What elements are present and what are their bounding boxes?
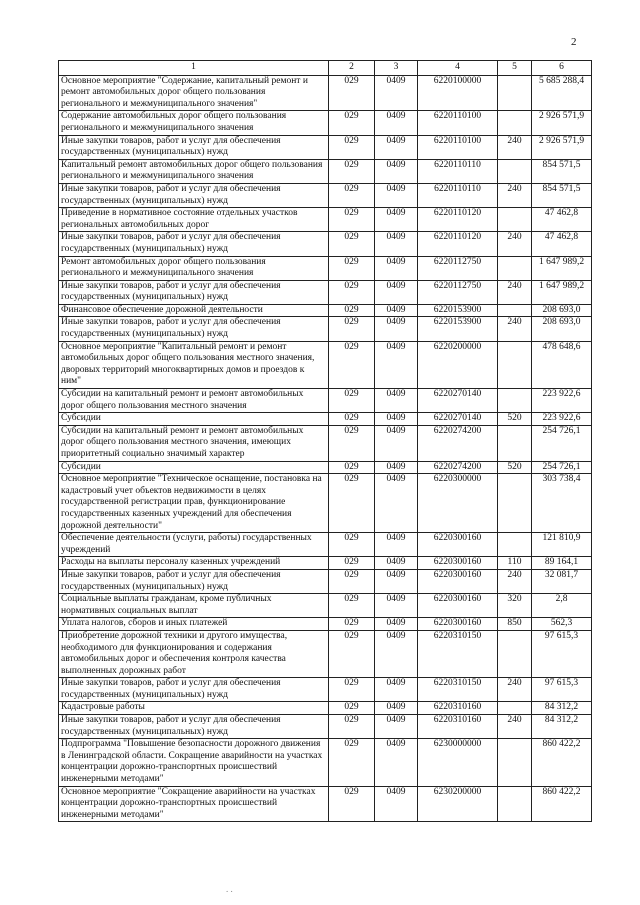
row-razdel: 0409: [375, 425, 418, 461]
row-glava: 029: [329, 702, 375, 715]
row-razdel: 0409: [375, 232, 418, 256]
table-row: [59, 461, 592, 474]
row-name: Финансовое обеспечение дорожной деятельности: [59, 304, 329, 317]
table-row: [59, 474, 592, 533]
row-amount: 854 571,5: [532, 183, 592, 207]
row-amount: 208 693,0: [532, 317, 592, 341]
row-target-article: 6220310150: [418, 630, 498, 677]
row-razdel: 0409: [375, 159, 418, 183]
row-name: Субсидии на капитальный ремонт и ремонт автомобильных дорог общего пользования местного значения: [59, 389, 329, 413]
row-razdel: 0409: [375, 183, 418, 207]
row-glava: 029: [329, 317, 375, 341]
row-target-article: 6230200000: [418, 786, 498, 822]
header-row: [59, 61, 592, 76]
row-razdel: 0409: [375, 569, 418, 593]
row-name: Иные закупки товаров, работ и услуг для обеспечения государственных (муниципальных) нужд: [59, 232, 329, 256]
row-name: Приведение в нормативное состояние отдельных участков региональных автомобильных дорог: [59, 208, 329, 232]
row-name: Приобретение дорожной техники и другого имущества, необходимого для функционирования и содержания автомобильных дорог и обеспечения контроля качества выполненных дорожных работ: [59, 630, 329, 677]
row-expense-type: [498, 304, 532, 317]
row-razdel: 0409: [375, 389, 418, 413]
row-expense-type: [498, 630, 532, 677]
row-razdel: 0409: [375, 786, 418, 822]
row-expense-type: [498, 739, 532, 786]
row-name: Иные закупки товаров, работ и услуг для обеспечения государственных (муниципальных) нужд: [59, 280, 329, 304]
header-col-4: 4: [418, 61, 498, 76]
table-row: [59, 317, 592, 341]
row-razdel: 0409: [375, 630, 418, 677]
row-amount: 84 312,2: [532, 715, 592, 739]
row-expense-type: 240: [498, 183, 532, 207]
header-col-3: 3: [375, 61, 418, 76]
row-glava: 029: [329, 304, 375, 317]
table-row: [59, 135, 592, 159]
row-razdel: 0409: [375, 474, 418, 533]
table-row: [59, 786, 592, 822]
row-razdel: 0409: [375, 702, 418, 715]
row-name: Иные закупки товаров, работ и услуг для обеспечения государственных (муниципальных) нужд: [59, 678, 329, 702]
row-amount: 254 726,1: [532, 425, 592, 461]
row-amount: 47 462,8: [532, 208, 592, 232]
row-target-article: 6220153900: [418, 317, 498, 341]
row-name: Расходы на выплаты персоналу казенных учреждений: [59, 557, 329, 570]
table-row: [59, 594, 592, 618]
row-expense-type: [498, 474, 532, 533]
row-target-article: 6220310160: [418, 715, 498, 739]
row-glava: 029: [329, 256, 375, 280]
row-target-article: 6220110120: [418, 232, 498, 256]
row-amount: 562,3: [532, 618, 592, 631]
header-col-5: 5: [498, 61, 532, 76]
row-expense-type: 240: [498, 280, 532, 304]
row-glava: 029: [329, 594, 375, 618]
row-target-article: 6220112750: [418, 280, 498, 304]
row-razdel: 0409: [375, 256, 418, 280]
table-row: [59, 413, 592, 426]
row-name: Иные закупки товаров, работ и услуг для обеспечения государственных (муниципальных) нужд: [59, 569, 329, 593]
row-amount: 303 738,4: [532, 474, 592, 533]
table-row: [59, 569, 592, 593]
row-expense-type: [498, 702, 532, 715]
row-target-article: 6220110110: [418, 159, 498, 183]
row-amount: 89 164,1: [532, 557, 592, 570]
row-target-article: 6220310150: [418, 678, 498, 702]
row-amount: 1 647 989,2: [532, 256, 592, 280]
row-amount: 2 926 571,9: [532, 135, 592, 159]
row-name: Иные закупки товаров, работ и услуг для обеспечения государственных (муниципальных) нужд: [59, 317, 329, 341]
row-target-article: 6220300000: [418, 474, 498, 533]
row-name: Содержание автомобильных дорог общего пользования регионального и межмуниципального значения: [59, 111, 329, 135]
row-amount: 854 571,5: [532, 159, 592, 183]
table-row: [59, 280, 592, 304]
row-name: Субсидии: [59, 461, 329, 474]
row-amount: 97 615,3: [532, 630, 592, 677]
row-name: Основное мероприятие "Содержание, капитальный ремонт и ремонт автомобильных дорог общего пользования регионального и межмуниципального значения": [59, 75, 329, 111]
row-glava: 029: [329, 135, 375, 159]
table-row: [59, 304, 592, 317]
row-expense-type: [498, 256, 532, 280]
row-amount: 84 312,2: [532, 702, 592, 715]
row-glava: 029: [329, 183, 375, 207]
row-expense-type: [498, 425, 532, 461]
row-expense-type: [498, 341, 532, 388]
row-name: Основное мероприятие "Сокращение аварийности на участках концентрации дорожно-транспортных происшествий инженерными методами": [59, 786, 329, 822]
row-expense-type: 850: [498, 618, 532, 631]
row-amount: 208 693,0: [532, 304, 592, 317]
row-name: Иные закупки товаров, работ и услуг для обеспечения государственных (муниципальных) нужд: [59, 183, 329, 207]
row-expense-type: 110: [498, 557, 532, 570]
row-expense-type: 520: [498, 413, 532, 426]
row-name: Основное мероприятие "Капитальный ремонт и ремонт автомобильных дорог общего пользования местного значения, дворовых территорий многоквартирных домов и проездов к ним": [59, 341, 329, 388]
row-name: Иные закупки товаров, работ и услуг для обеспечения государственных (муниципальных) нужд: [59, 135, 329, 159]
row-name: Кадастровые работы: [59, 702, 329, 715]
scan-marks: . .: [226, 884, 233, 894]
row-expense-type: [498, 208, 532, 232]
row-expense-type: 240: [498, 135, 532, 159]
row-amount: 5 685 288,4: [532, 75, 592, 111]
row-razdel: 0409: [375, 111, 418, 135]
row-razdel: 0409: [375, 341, 418, 388]
row-expense-type: 240: [498, 317, 532, 341]
row-target-article: 6220112750: [418, 256, 498, 280]
row-expense-type: 240: [498, 232, 532, 256]
row-glava: 029: [329, 630, 375, 677]
row-amount: 32 081,7: [532, 569, 592, 593]
row-name: Капитальный ремонт автомобильных дорог общего пользования регионального и межмуниципального значения: [59, 159, 329, 183]
row-expense-type: [498, 786, 532, 822]
row-expense-type: [498, 75, 532, 111]
row-expense-type: [498, 533, 532, 557]
row-expense-type: [498, 111, 532, 135]
row-target-article: 6230000000: [418, 739, 498, 786]
row-razdel: 0409: [375, 413, 418, 426]
row-target-article: 6220270140: [418, 389, 498, 413]
row-amount: 860 422,2: [532, 786, 592, 822]
row-name: Социальные выплаты гражданам, кроме публичных нормативных социальных выплат: [59, 594, 329, 618]
row-amount: 2 926 571,9: [532, 111, 592, 135]
row-target-article: 6220274200: [418, 461, 498, 474]
table-row: [59, 630, 592, 677]
row-target-article: 6220110110: [418, 183, 498, 207]
table-row: [59, 739, 592, 786]
row-glava: 029: [329, 389, 375, 413]
header-col-1: 1: [59, 61, 329, 76]
row-target-article: 6220270140: [418, 413, 498, 426]
row-target-article: 6220274200: [418, 425, 498, 461]
row-name: Субсидии: [59, 413, 329, 426]
row-name: Ремонт автомобильных дорог общего пользования регионального и межмуниципального значения: [59, 256, 329, 280]
table-row: [59, 678, 592, 702]
table-row: [59, 618, 592, 631]
row-name: Основное мероприятие "Техническое оснащение, постановка на кадастровый учет объектов недвижимости в целях государственной регистрации прав, функционирование государственных казенных учреждений для обеспечения дорожной деятельности": [59, 474, 329, 533]
row-glava: 029: [329, 159, 375, 183]
row-glava: 029: [329, 786, 375, 822]
row-razdel: 0409: [375, 304, 418, 317]
row-target-article: 6220310160: [418, 702, 498, 715]
row-razdel: 0409: [375, 594, 418, 618]
row-glava: 029: [329, 232, 375, 256]
row-razdel: 0409: [375, 135, 418, 159]
table-row: [59, 232, 592, 256]
row-target-article: 6220300160: [418, 557, 498, 570]
table-row: [59, 208, 592, 232]
table-row: [59, 256, 592, 280]
table-row: [59, 533, 592, 557]
row-glava: 029: [329, 341, 375, 388]
row-expense-type: 240: [498, 569, 532, 593]
row-razdel: 0409: [375, 461, 418, 474]
row-glava: 029: [329, 208, 375, 232]
row-expense-type: [498, 389, 532, 413]
row-razdel: 0409: [375, 317, 418, 341]
row-target-article: 6220153900: [418, 304, 498, 317]
row-expense-type: 520: [498, 461, 532, 474]
row-glava: 029: [329, 425, 375, 461]
table-row: [59, 341, 592, 388]
row-razdel: 0409: [375, 75, 418, 111]
row-razdel: 0409: [375, 557, 418, 570]
row-razdel: 0409: [375, 618, 418, 631]
row-amount: 223 922,6: [532, 389, 592, 413]
header-col-6: 6: [532, 61, 592, 76]
table-row: [59, 715, 592, 739]
row-glava: 029: [329, 715, 375, 739]
row-amount: 97 615,3: [532, 678, 592, 702]
row-razdel: 0409: [375, 280, 418, 304]
row-amount: 121 810,9: [532, 533, 592, 557]
row-target-article: 6220110100: [418, 135, 498, 159]
row-expense-type: 240: [498, 678, 532, 702]
row-razdel: 0409: [375, 533, 418, 557]
row-name: Иные закупки товаров, работ и услуг для обеспечения государственных (муниципальных) нужд: [59, 715, 329, 739]
row-glava: 029: [329, 569, 375, 593]
table-row: [59, 702, 592, 715]
row-glava: 029: [329, 618, 375, 631]
row-name: Подпрограмма "Повышение безопасности дорожного движения в Ленинградской области. Сокращение аварийности на участках концентрации дорожно-транспортных происшествий инженерными методами": [59, 739, 329, 786]
budget-table: [58, 60, 592, 822]
table-row: [59, 75, 592, 111]
row-expense-type: 320: [498, 594, 532, 618]
row-glava: 029: [329, 678, 375, 702]
row-expense-type: [498, 159, 532, 183]
row-razdel: 0409: [375, 208, 418, 232]
row-amount: 478 648,6: [532, 341, 592, 388]
row-name: Субсидии на капитальный ремонт и ремонт автомобильных дорог общего пользования местного значения, имеющих приоритетный социально значимый характер: [59, 425, 329, 461]
row-target-article: 6220110120: [418, 208, 498, 232]
row-expense-type: 240: [498, 715, 532, 739]
row-glava: 029: [329, 75, 375, 111]
row-target-article: 6220300160: [418, 594, 498, 618]
page-number: 2: [571, 36, 577, 48]
row-target-article: 6220300160: [418, 618, 498, 631]
row-amount: 1 647 989,2: [532, 280, 592, 304]
header-col-2: 2: [329, 61, 375, 76]
table-row: [59, 425, 592, 461]
row-razdel: 0409: [375, 739, 418, 786]
row-target-article: 6220100000: [418, 75, 498, 111]
row-amount: 223 922,6: [532, 413, 592, 426]
row-glava: 029: [329, 111, 375, 135]
table-row: [59, 159, 592, 183]
row-target-article: 6220300160: [418, 569, 498, 593]
row-razdel: 0409: [375, 678, 418, 702]
row-amount: 2,8: [532, 594, 592, 618]
row-glava: 029: [329, 280, 375, 304]
row-name: Обеспечение деятельности (услуги, работы) государственных учреждений: [59, 533, 329, 557]
row-target-article: 6220110100: [418, 111, 498, 135]
row-amount: 47 462,8: [532, 232, 592, 256]
table-row: [59, 183, 592, 207]
row-glava: 029: [329, 533, 375, 557]
row-amount: 860 422,2: [532, 739, 592, 786]
table-row: [59, 111, 592, 135]
table-row: [59, 557, 592, 570]
row-target-article: 6220300160: [418, 533, 498, 557]
row-amount: 254 726,1: [532, 461, 592, 474]
row-glava: 029: [329, 739, 375, 786]
row-glava: 029: [329, 413, 375, 426]
table-row: [59, 389, 592, 413]
row-glava: 029: [329, 557, 375, 570]
row-glava: 029: [329, 461, 375, 474]
row-razdel: 0409: [375, 715, 418, 739]
row-target-article: 6220200000: [418, 341, 498, 388]
row-glava: 029: [329, 474, 375, 533]
row-name: Уплата налогов, сборов и иных платежей: [59, 618, 329, 631]
